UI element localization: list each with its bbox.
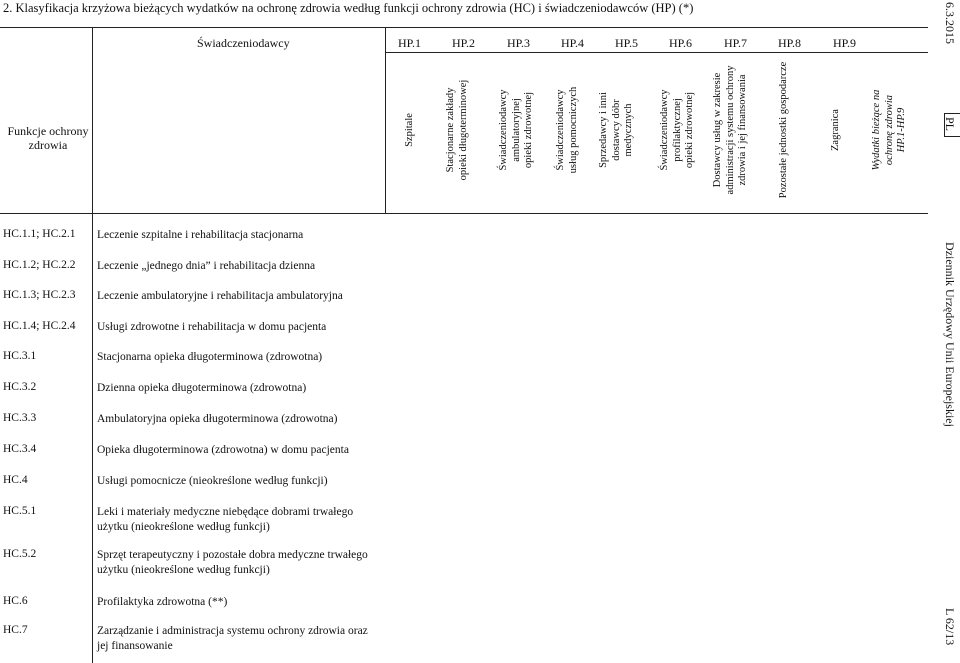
function-description: Dzienna opieka długoterminowa (zdrowotna) — [97, 382, 307, 394]
providers-header: Świadczeniodawcy — [197, 36, 290, 50]
function-description: Zarządzanie i administracja systemu ochrony zdrowia oraz jej finansowanie — [97, 625, 368, 652]
provider-column-line: zdrowia i jej finansowania — [737, 74, 749, 186]
provider-column-header — [659, 55, 697, 205]
hp-code: HP.6 — [669, 36, 693, 50]
hp-row-rule — [385, 52, 928, 53]
function-code: HC.1.2; HC.2.2 — [3, 259, 76, 271]
function-description: Stacjonarna opieka długoterminowa (zdrowotna) — [97, 351, 323, 363]
function-code: HC.1.1; HC.2.1 — [3, 228, 76, 240]
hp-code: HP.3 — [507, 36, 531, 50]
provider-column-header — [404, 55, 417, 205]
provider-column-header — [445, 55, 470, 205]
provider-column-line: Dostawcy usług w zakresie — [712, 72, 724, 188]
function-description: Leczenie szpitalne i rehabilitacja stacjonarna — [97, 229, 304, 241]
table-top-rule — [0, 27, 928, 28]
provider-column-line: Szpitale — [403, 113, 415, 147]
margin-date: 6.3.2015 — [943, 2, 957, 44]
provider-column-line: Stacjonarne zakłady — [444, 87, 456, 173]
hp-code: HP.7 — [724, 36, 748, 50]
provider-column-header — [498, 55, 536, 205]
function-code: HC.1.4; HC.2.4 — [3, 320, 76, 332]
functions-header: Funkcje ochrony zdrowia — [7, 124, 89, 152]
provider-column-header — [712, 55, 750, 205]
function-code: HC.3.3 — [3, 412, 37, 424]
provider-column-header — [830, 55, 843, 205]
function-description: Usługi pomocnicze (nieokreślone według funkcji) — [97, 475, 328, 487]
function-code: HC.5.2 — [3, 548, 37, 560]
provider-column-line: profilaktycznej — [671, 98, 683, 162]
col-rule-function — [92, 27, 93, 663]
function-code: HC.3.2 — [3, 381, 37, 393]
provider-column-line: dostawcy dóbr — [610, 99, 622, 161]
hp-code: HP.5 — [615, 36, 639, 50]
provider-column-header — [778, 55, 791, 205]
margin-page-ref: L 62/13 — [943, 608, 957, 646]
function-description: Leczenie „jednego dnia” i rehabilitacja dzienna — [97, 260, 316, 272]
provider-column-header — [555, 55, 580, 205]
page-title: 2. Klasyfikacja krzyżowa bieżących wydatków na ochronę zdrowia według funkcji ochrony zdrowia (HC) i świadczeniodawców (HP) (*) — [3, 1, 694, 15]
provider-column-line: administracji systemu ochrony — [724, 65, 736, 195]
provider-column-line: opieki zdrowotnej — [684, 91, 696, 169]
hp-code: HP.2 — [452, 36, 476, 50]
provider-column-line: Świadczeniodawcy — [659, 89, 671, 171]
function-description: Opieka długoterminowa (zdrowotna) w domu pacjenta — [97, 444, 349, 456]
function-code: HC.5.1 — [3, 505, 37, 517]
function-code: HC.7 — [3, 624, 28, 636]
provider-column-line: ambulatoryjnej — [510, 98, 522, 162]
function-code: HC.4 — [3, 474, 28, 486]
function-description: Ambulatoryjna opieka długoterminowa (zdrowotna) — [97, 413, 338, 425]
provider-column-line: Wydatki bieżące na — [871, 89, 883, 171]
margin-lang: PL — [943, 117, 957, 132]
function-description: Usługi zdrowotne i rehabilitacja w domu pacjenta — [97, 321, 327, 333]
function-description: Profilaktyka zdrowotna (**) — [97, 596, 228, 608]
provider-column-line: Świadczeniodawcy — [554, 89, 566, 171]
function-code: HC.1.3; HC.2.3 — [3, 289, 76, 301]
function-description: Sprzęt terapeutyczny i pozostałe dobra medyczne trwałego użytku (nieokreślone według funkcji) — [97, 549, 368, 576]
function-code: HC.6 — [3, 595, 28, 607]
provider-column-line: HP.1-HP.9 — [896, 107, 908, 153]
margin-journal: Dziennik Urzędowy Unii Europejskiej — [943, 242, 957, 427]
col-rule-desc — [385, 27, 386, 213]
function-code: HC.3.4 — [3, 443, 37, 455]
provider-column-header — [598, 55, 636, 205]
provider-column-header — [871, 55, 909, 205]
function-description: Leczenie ambulatoryjne i rehabilitacja ambulatoryjna — [97, 290, 343, 302]
provider-column-line: opieki długoterminowej — [457, 79, 468, 181]
hp-code: HP.1 — [398, 36, 422, 50]
provider-column-line: usług pomocniczych — [567, 86, 578, 174]
provider-column-line: medycznych — [623, 103, 635, 157]
provider-column-line: Pozostałe jednostki gospodarcze — [777, 61, 789, 199]
hp-code: HP.4 — [561, 36, 585, 50]
function-description: Leki i materiały medyczne niebędące dobrami trwałego użytku (nieokreślone według funkcji) — [97, 506, 354, 533]
provider-column-line: Sprzedawcy i inni — [598, 92, 610, 168]
hp-code: HP.8 — [778, 36, 802, 50]
function-code: HC.3.1 — [3, 350, 37, 362]
hp-code: HP.9 — [833, 36, 857, 50]
provider-column-line: ochronę zdrowia — [883, 94, 895, 166]
provider-column-line: Zagranica — [829, 109, 841, 151]
provider-column-line: Świadczeniodawcy — [498, 89, 510, 171]
provider-column-line: opieki zdrowotnej — [523, 91, 535, 169]
header-bottom-rule — [0, 213, 928, 214]
